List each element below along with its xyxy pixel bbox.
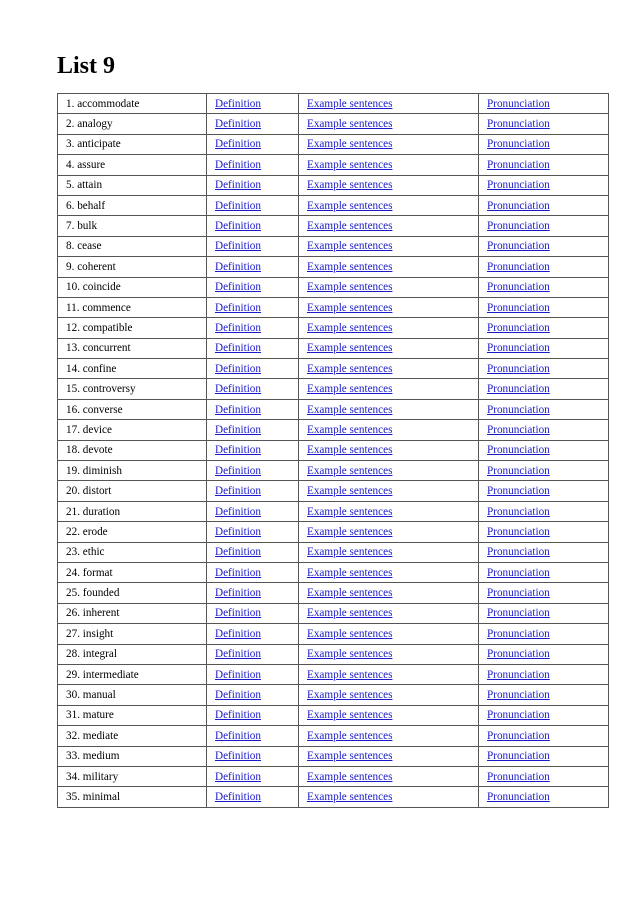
- example-sentences-cell: [299, 236, 479, 256]
- word-cell: 7. bulk: [58, 216, 207, 236]
- table-row: [58, 257, 609, 277]
- example-sentences-cell: [299, 705, 479, 725]
- word-cell: 8. cease: [58, 236, 207, 256]
- word-cell: 2. analogy: [58, 114, 207, 134]
- table-row: [58, 420, 609, 440]
- table-row: [58, 726, 609, 746]
- example-sentences-link[interactable]: Example sentences: [307, 668, 393, 681]
- example-sentences-cell: [299, 644, 479, 664]
- pronunciation-link[interactable]: Pronunciation: [487, 546, 550, 559]
- definition-link[interactable]: Definition: [215, 689, 261, 702]
- table-row: [58, 583, 609, 603]
- pronunciation-link[interactable]: Pronunciation: [487, 587, 550, 600]
- pronunciation-cell: [479, 236, 609, 256]
- word-cell: 10. coincide: [58, 277, 207, 297]
- pronunciation-cell: [479, 603, 609, 623]
- pronunciation-link[interactable]: Pronunciation: [487, 485, 550, 498]
- definition-cell: [207, 338, 299, 358]
- word-cell: 35. minimal: [58, 787, 207, 807]
- definition-link[interactable]: Definition: [215, 260, 261, 273]
- example-sentences-link[interactable]: Example sentences: [307, 587, 393, 600]
- table-row: [58, 664, 609, 684]
- definition-link[interactable]: Definition: [215, 240, 261, 253]
- table-row: [58, 216, 609, 236]
- example-sentences-link[interactable]: Example sentences: [307, 525, 393, 538]
- word-cell: 15. controversy: [58, 379, 207, 399]
- example-sentences-cell: [299, 318, 479, 338]
- pronunciation-cell: [479, 420, 609, 440]
- pronunciation-cell: [479, 705, 609, 725]
- pronunciation-link[interactable]: Pronunciation: [487, 301, 550, 314]
- pronunciation-cell: [479, 664, 609, 684]
- example-sentences-link[interactable]: Example sentences: [307, 301, 393, 314]
- pronunciation-cell: [479, 399, 609, 419]
- example-sentences-cell: [299, 359, 479, 379]
- example-sentences-link[interactable]: Example sentences: [307, 566, 393, 579]
- word-cell: 34. military: [58, 766, 207, 786]
- definition-link[interactable]: Definition: [215, 179, 261, 192]
- table-row: [58, 114, 609, 134]
- pronunciation-link[interactable]: Pronunciation: [487, 199, 550, 212]
- example-sentences-link[interactable]: Example sentences: [307, 403, 393, 416]
- pronunciation-cell: [479, 644, 609, 664]
- example-sentences-link[interactable]: Example sentences: [307, 627, 393, 640]
- definition-cell: [207, 257, 299, 277]
- pronunciation-cell: [479, 297, 609, 317]
- table-row: [58, 746, 609, 766]
- pronunciation-cell: [479, 746, 609, 766]
- definition-link[interactable]: Definition: [215, 627, 261, 640]
- definition-cell: [207, 542, 299, 562]
- example-sentences-cell: [299, 114, 479, 134]
- definition-link[interactable]: Definition: [215, 321, 261, 334]
- example-sentences-cell: [299, 338, 479, 358]
- word-list-table: [57, 93, 609, 808]
- definition-link[interactable]: Definition: [215, 118, 261, 131]
- example-sentences-cell: [299, 481, 479, 501]
- definition-cell: [207, 501, 299, 521]
- example-sentences-link[interactable]: Example sentences: [307, 444, 393, 457]
- word-cell: 20. distort: [58, 481, 207, 501]
- word-cell: 29. intermediate: [58, 664, 207, 684]
- pronunciation-cell: [479, 726, 609, 746]
- example-sentences-link[interactable]: Example sentences: [307, 179, 393, 192]
- definition-link[interactable]: Definition: [215, 648, 261, 661]
- pronunciation-cell: [479, 359, 609, 379]
- definition-link[interactable]: Definition: [215, 97, 261, 110]
- pronunciation-link[interactable]: Pronunciation: [487, 566, 550, 579]
- word-cell: 31. mature: [58, 705, 207, 725]
- definition-link[interactable]: Definition: [215, 342, 261, 355]
- word-cell: 3. anticipate: [58, 134, 207, 154]
- example-sentences-cell: [299, 664, 479, 684]
- example-sentences-cell: [299, 277, 479, 297]
- pronunciation-cell: [479, 318, 609, 338]
- pronunciation-link[interactable]: Pronunciation: [487, 750, 550, 763]
- table-row: [58, 359, 609, 379]
- pronunciation-link[interactable]: Pronunciation: [487, 770, 550, 783]
- example-sentences-link[interactable]: Example sentences: [307, 342, 393, 355]
- word-cell: 30. manual: [58, 685, 207, 705]
- definition-cell: [207, 195, 299, 215]
- table-row: [58, 766, 609, 786]
- definition-cell: [207, 481, 299, 501]
- table-row: [58, 236, 609, 256]
- definition-link[interactable]: Definition: [215, 158, 261, 171]
- pronunciation-link[interactable]: Pronunciation: [487, 525, 550, 538]
- table-row: [58, 440, 609, 460]
- word-cell: 17. device: [58, 420, 207, 440]
- definition-cell: [207, 603, 299, 623]
- pronunciation-cell: [479, 440, 609, 460]
- word-cell: 13. concurrent: [58, 338, 207, 358]
- example-sentences-link[interactable]: Example sentences: [307, 260, 393, 273]
- example-sentences-cell: [299, 420, 479, 440]
- pronunciation-link[interactable]: Pronunciation: [487, 709, 550, 722]
- pronunciation-cell: [479, 277, 609, 297]
- pronunciation-cell: [479, 338, 609, 358]
- pronunciation-link[interactable]: Pronunciation: [487, 689, 550, 702]
- table-row: [58, 562, 609, 582]
- word-cell: 6. behalf: [58, 195, 207, 215]
- definition-cell: [207, 624, 299, 644]
- definition-cell: [207, 522, 299, 542]
- pronunciation-link[interactable]: Pronunciation: [487, 138, 550, 151]
- definition-link[interactable]: Definition: [215, 444, 261, 457]
- word-cell: 22. erode: [58, 522, 207, 542]
- example-sentences-link[interactable]: Example sentences: [307, 505, 393, 518]
- pronunciation-link[interactable]: Pronunciation: [487, 729, 550, 742]
- example-sentences-cell: [299, 685, 479, 705]
- example-sentences-cell: [299, 440, 479, 460]
- table-row: [58, 522, 609, 542]
- table-row: [58, 644, 609, 664]
- example-sentences-link[interactable]: Example sentences: [307, 199, 393, 212]
- table-row: [58, 155, 609, 175]
- example-sentences-cell: [299, 501, 479, 521]
- pronunciation-link[interactable]: Pronunciation: [487, 118, 550, 131]
- table-row: [58, 705, 609, 725]
- definition-link[interactable]: Definition: [215, 220, 261, 233]
- definition-cell: [207, 359, 299, 379]
- word-cell: 1. accommodate: [58, 94, 207, 114]
- definition-link[interactable]: Definition: [215, 199, 261, 212]
- example-sentences-cell: [299, 522, 479, 542]
- word-cell: 33. medium: [58, 746, 207, 766]
- example-sentences-link[interactable]: Example sentences: [307, 689, 393, 702]
- definition-cell: [207, 297, 299, 317]
- table-row: [58, 399, 609, 419]
- example-sentences-cell: [299, 624, 479, 644]
- word-cell: 28. integral: [58, 644, 207, 664]
- definition-cell: [207, 787, 299, 807]
- example-sentences-link[interactable]: Example sentences: [307, 281, 393, 294]
- example-sentences-cell: [299, 175, 479, 195]
- example-sentences-link[interactable]: Example sentences: [307, 485, 393, 498]
- word-cell: 11. commence: [58, 297, 207, 317]
- pronunciation-cell: [479, 562, 609, 582]
- word-cell: 14. confine: [58, 359, 207, 379]
- example-sentences-link[interactable]: Example sentences: [307, 138, 393, 151]
- table-row: [58, 685, 609, 705]
- definition-cell: [207, 726, 299, 746]
- definition-link[interactable]: Definition: [215, 607, 261, 620]
- definition-link[interactable]: Definition: [215, 485, 261, 498]
- pronunciation-link[interactable]: Pronunciation: [487, 240, 550, 253]
- word-cell: 9. coherent: [58, 257, 207, 277]
- pronunciation-link[interactable]: Pronunciation: [487, 648, 550, 661]
- word-cell: 23. ethic: [58, 542, 207, 562]
- definition-link[interactable]: Definition: [215, 138, 261, 151]
- table-row: [58, 318, 609, 338]
- definition-link[interactable]: Definition: [215, 709, 261, 722]
- pronunciation-cell: [479, 583, 609, 603]
- definition-link[interactable]: Definition: [215, 566, 261, 579]
- example-sentences-cell: [299, 94, 479, 114]
- example-sentences-link[interactable]: Example sentences: [307, 607, 393, 620]
- definition-cell: [207, 175, 299, 195]
- definition-cell: [207, 134, 299, 154]
- example-sentences-link[interactable]: Example sentences: [307, 118, 393, 131]
- definition-link[interactable]: Definition: [215, 525, 261, 538]
- example-sentences-link[interactable]: Example sentences: [307, 220, 393, 233]
- pronunciation-cell: [479, 155, 609, 175]
- table-row: [58, 624, 609, 644]
- pronunciation-cell: [479, 195, 609, 215]
- pronunciation-link[interactable]: Pronunciation: [487, 281, 550, 294]
- example-sentences-cell: [299, 787, 479, 807]
- definition-cell: [207, 277, 299, 297]
- example-sentences-cell: [299, 746, 479, 766]
- word-cell: 27. insight: [58, 624, 207, 644]
- definition-link[interactable]: Definition: [215, 729, 261, 742]
- table-row: [58, 379, 609, 399]
- word-cell: 4. assure: [58, 155, 207, 175]
- pronunciation-cell: [479, 461, 609, 481]
- table-row: [58, 542, 609, 562]
- definition-link[interactable]: Definition: [215, 750, 261, 763]
- definition-cell: [207, 318, 299, 338]
- example-sentences-link[interactable]: Example sentences: [307, 423, 393, 436]
- word-cell: 19. diminish: [58, 461, 207, 481]
- example-sentences-link[interactable]: Example sentences: [307, 709, 393, 722]
- pronunciation-link[interactable]: Pronunciation: [487, 362, 550, 375]
- definition-cell: [207, 766, 299, 786]
- definition-cell: [207, 705, 299, 725]
- example-sentences-link[interactable]: Example sentences: [307, 750, 393, 763]
- definition-link[interactable]: Definition: [215, 546, 261, 559]
- pronunciation-link[interactable]: Pronunciation: [487, 321, 550, 334]
- definition-link[interactable]: Definition: [215, 362, 261, 375]
- pronunciation-link[interactable]: Pronunciation: [487, 423, 550, 436]
- example-sentences-cell: [299, 583, 479, 603]
- table-row: [58, 94, 609, 114]
- pronunciation-cell: [479, 787, 609, 807]
- pronunciation-link[interactable]: Pronunciation: [487, 179, 550, 192]
- definition-link[interactable]: Definition: [215, 668, 261, 681]
- pronunciation-link[interactable]: Pronunciation: [487, 158, 550, 171]
- pronunciation-cell: [479, 134, 609, 154]
- definition-link[interactable]: Definition: [215, 587, 261, 600]
- pronunciation-cell: [479, 379, 609, 399]
- pronunciation-cell: [479, 542, 609, 562]
- definition-cell: [207, 94, 299, 114]
- example-sentences-cell: [299, 216, 479, 236]
- example-sentences-cell: [299, 134, 479, 154]
- definition-link[interactable]: Definition: [215, 464, 261, 477]
- example-sentences-link[interactable]: Example sentences: [307, 464, 393, 477]
- definition-link[interactable]: Definition: [215, 770, 261, 783]
- table-row: [58, 461, 609, 481]
- pronunciation-link[interactable]: Pronunciation: [487, 464, 550, 477]
- word-cell: 32. mediate: [58, 726, 207, 746]
- pronunciation-link[interactable]: Pronunciation: [487, 627, 550, 640]
- definition-cell: [207, 155, 299, 175]
- definition-cell: [207, 746, 299, 766]
- table-row: [58, 481, 609, 501]
- definition-cell: [207, 114, 299, 134]
- definition-link[interactable]: Definition: [215, 505, 261, 518]
- definition-link[interactable]: Definition: [215, 403, 261, 416]
- example-sentences-link[interactable]: Example sentences: [307, 790, 393, 803]
- example-sentences-cell: [299, 195, 479, 215]
- definition-cell: [207, 562, 299, 582]
- page-title: List 9: [57, 53, 116, 79]
- word-cell: 21. duration: [58, 501, 207, 521]
- definition-link[interactable]: Definition: [215, 423, 261, 436]
- definition-link[interactable]: Definition: [215, 383, 261, 396]
- definition-cell: [207, 644, 299, 664]
- pronunciation-cell: [479, 624, 609, 644]
- pronunciation-link[interactable]: Pronunciation: [487, 97, 550, 110]
- example-sentences-cell: [299, 461, 479, 481]
- example-sentences-link[interactable]: Example sentences: [307, 97, 393, 110]
- pronunciation-cell: [479, 501, 609, 521]
- definition-link[interactable]: Definition: [215, 790, 261, 803]
- pronunciation-link[interactable]: Pronunciation: [487, 260, 550, 273]
- pronunciation-link[interactable]: Pronunciation: [487, 505, 550, 518]
- example-sentences-link[interactable]: Example sentences: [307, 321, 393, 334]
- definition-cell: [207, 399, 299, 419]
- example-sentences-cell: [299, 297, 479, 317]
- example-sentences-cell: [299, 379, 479, 399]
- word-cell: 24. format: [58, 562, 207, 582]
- pronunciation-link[interactable]: Pronunciation: [487, 444, 550, 457]
- example-sentences-cell: [299, 399, 479, 419]
- example-sentences-link[interactable]: Example sentences: [307, 362, 393, 375]
- example-sentences-cell: [299, 726, 479, 746]
- example-sentences-link[interactable]: Example sentences: [307, 158, 393, 171]
- pronunciation-link[interactable]: Pronunciation: [487, 403, 550, 416]
- table-row: [58, 501, 609, 521]
- word-cell: 16. converse: [58, 399, 207, 419]
- example-sentences-cell: [299, 542, 479, 562]
- word-cell: 18. devote: [58, 440, 207, 460]
- pronunciation-cell: [479, 685, 609, 705]
- table-row: [58, 134, 609, 154]
- pronunciation-cell: [479, 257, 609, 277]
- definition-cell: [207, 420, 299, 440]
- word-cell: 26. inherent: [58, 603, 207, 623]
- pronunciation-cell: [479, 522, 609, 542]
- definition-cell: [207, 236, 299, 256]
- definition-cell: [207, 440, 299, 460]
- pronunciation-cell: [479, 216, 609, 236]
- pronunciation-cell: [479, 481, 609, 501]
- example-sentences-link[interactable]: Example sentences: [307, 770, 393, 783]
- example-sentences-cell: [299, 155, 479, 175]
- pronunciation-link[interactable]: Pronunciation: [487, 220, 550, 233]
- example-sentences-cell: [299, 603, 479, 623]
- example-sentences-cell: [299, 257, 479, 277]
- definition-cell: [207, 664, 299, 684]
- pronunciation-link[interactable]: Pronunciation: [487, 668, 550, 681]
- definition-cell: [207, 685, 299, 705]
- table-row: [58, 787, 609, 807]
- definition-cell: [207, 216, 299, 236]
- definition-link[interactable]: Definition: [215, 301, 261, 314]
- definition-cell: [207, 583, 299, 603]
- word-cell: 25. founded: [58, 583, 207, 603]
- pronunciation-link[interactable]: Pronunciation: [487, 607, 550, 620]
- example-sentences-link[interactable]: Example sentences: [307, 546, 393, 559]
- table-row: [58, 603, 609, 623]
- example-sentences-cell: [299, 766, 479, 786]
- example-sentences-link[interactable]: Example sentences: [307, 240, 393, 253]
- example-sentences-cell: [299, 562, 479, 582]
- pronunciation-cell: [479, 175, 609, 195]
- definition-cell: [207, 379, 299, 399]
- word-cell: 5. attain: [58, 175, 207, 195]
- definition-link[interactable]: Definition: [215, 281, 261, 294]
- pronunciation-link[interactable]: Pronunciation: [487, 790, 550, 803]
- word-cell: 12. compatible: [58, 318, 207, 338]
- table-row: [58, 277, 609, 297]
- pronunciation-cell: [479, 766, 609, 786]
- example-sentences-link[interactable]: Example sentences: [307, 729, 393, 742]
- example-sentences-link[interactable]: Example sentences: [307, 383, 393, 396]
- table-row: [58, 297, 609, 317]
- table-row: [58, 338, 609, 358]
- definition-cell: [207, 461, 299, 481]
- pronunciation-cell: [479, 94, 609, 114]
- pronunciation-link[interactable]: Pronunciation: [487, 383, 550, 396]
- pronunciation-link[interactable]: Pronunciation: [487, 342, 550, 355]
- example-sentences-link[interactable]: Example sentences: [307, 648, 393, 661]
- table-row: [58, 175, 609, 195]
- table-row: [58, 195, 609, 215]
- pronunciation-cell: [479, 114, 609, 134]
